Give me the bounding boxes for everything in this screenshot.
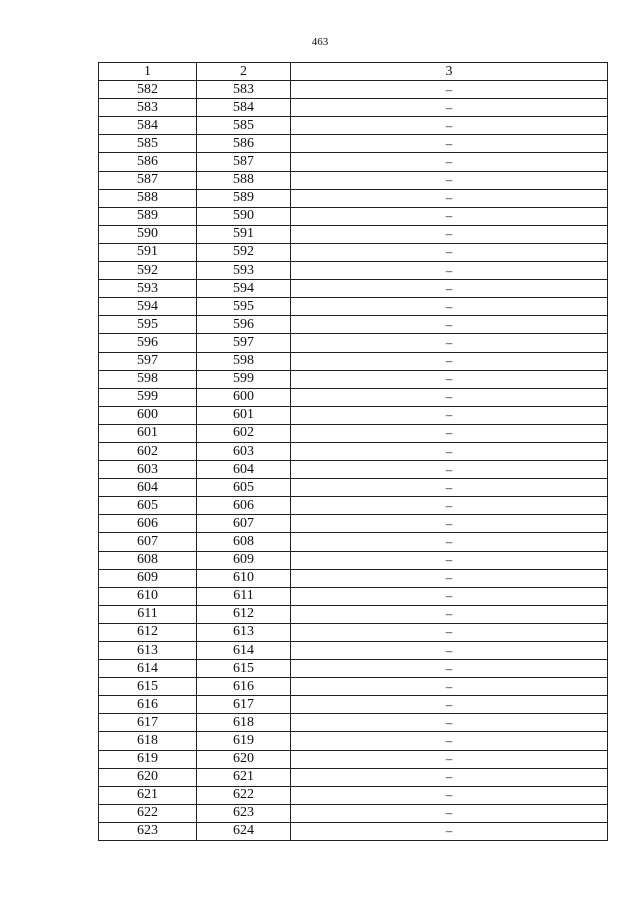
- table-cell-col-1: 601: [99, 424, 197, 442]
- table-cell-col-3: –: [291, 388, 608, 406]
- table-cell-col-2: 583: [197, 81, 291, 99]
- table-cell-col-1: 621: [99, 786, 197, 804]
- table-row: [99, 99, 608, 117]
- table-cell-col-1: 594: [99, 298, 197, 316]
- table-cell-col-1: 590: [99, 225, 197, 243]
- table-cell-col-1: 593: [99, 280, 197, 298]
- table-cell-col-1: 589: [99, 207, 197, 225]
- table-cell-col-2: 587: [197, 153, 291, 171]
- table-cell-col-2: 601: [197, 406, 291, 424]
- table-cell-col-1: 583: [99, 99, 197, 117]
- table-cell-col-3: –: [291, 352, 608, 370]
- table-cell-col-2: 604: [197, 461, 291, 479]
- table-cell-col-2: 597: [197, 334, 291, 352]
- table-cell-col-2: 623: [197, 804, 291, 822]
- table-cell-col-1: 588: [99, 189, 197, 207]
- table-cell-col-3: –: [291, 442, 608, 460]
- table-cell-col-2: 610: [197, 569, 291, 587]
- table-cell-col-2: 617: [197, 696, 291, 714]
- table-row: [99, 822, 608, 840]
- table-cell-col-3: –: [291, 479, 608, 497]
- table-cell-col-1: 606: [99, 515, 197, 533]
- table-cell-col-3: –: [291, 587, 608, 605]
- table-cell-col-2: 598: [197, 352, 291, 370]
- table-cell-col-2: 599: [197, 370, 291, 388]
- table-body: [99, 81, 608, 841]
- table-cell-col-2: 608: [197, 533, 291, 551]
- table-cell-col-3: –: [291, 81, 608, 99]
- table-row: [99, 243, 608, 261]
- table-cell-col-1: 600: [99, 406, 197, 424]
- table-cell-col-2: 607: [197, 515, 291, 533]
- table-cell-col-1: 603: [99, 461, 197, 479]
- table-cell-col-2: 591: [197, 225, 291, 243]
- table-cell-col-2: 603: [197, 442, 291, 460]
- table-cell-col-3: –: [291, 786, 608, 804]
- table-row: [99, 189, 608, 207]
- table-cell-col-2: 588: [197, 171, 291, 189]
- table-row: [99, 623, 608, 641]
- table-cell-col-1: 602: [99, 442, 197, 460]
- table-cell-col-1: 610: [99, 587, 197, 605]
- table-cell-col-3: –: [291, 497, 608, 515]
- table-row: [99, 406, 608, 424]
- table-cell-col-1: 605: [99, 497, 197, 515]
- table-cell-col-3: –: [291, 334, 608, 352]
- table-cell-col-3: –: [291, 243, 608, 261]
- table-cell-col-2: 589: [197, 189, 291, 207]
- table-cell-col-3: –: [291, 461, 608, 479]
- table-row: [99, 515, 608, 533]
- column-header-1: 1: [99, 63, 197, 81]
- table-cell-col-2: 622: [197, 786, 291, 804]
- table-cell-col-2: 615: [197, 660, 291, 678]
- table-cell-col-2: 618: [197, 714, 291, 732]
- table-cell-col-3: –: [291, 99, 608, 117]
- table-row: [99, 696, 608, 714]
- table-cell-col-1: 599: [99, 388, 197, 406]
- table-cell-col-1: 607: [99, 533, 197, 551]
- table-cell-col-2: 584: [197, 99, 291, 117]
- table-cell-col-2: 614: [197, 642, 291, 660]
- data-table: [98, 62, 608, 841]
- table-row: [99, 280, 608, 298]
- table-row: [99, 117, 608, 135]
- table-cell-col-3: –: [291, 370, 608, 388]
- table-cell-col-2: 612: [197, 605, 291, 623]
- table-cell-col-3: –: [291, 225, 608, 243]
- table-cell-col-1: 595: [99, 316, 197, 334]
- table-cell-col-2: 621: [197, 768, 291, 786]
- table-cell-col-2: 593: [197, 262, 291, 280]
- table-cell-col-1: 584: [99, 117, 197, 135]
- table-cell-col-3: –: [291, 207, 608, 225]
- table-row: [99, 642, 608, 660]
- table-cell-col-3: –: [291, 750, 608, 768]
- table-cell-col-1: 591: [99, 243, 197, 261]
- table-cell-col-2: 602: [197, 424, 291, 442]
- table-row: [99, 316, 608, 334]
- table-cell-col-3: –: [291, 804, 608, 822]
- table-cell-col-1: 604: [99, 479, 197, 497]
- table-row: [99, 732, 608, 750]
- table-cell-col-2: 605: [197, 479, 291, 497]
- table-cell-col-3: –: [291, 732, 608, 750]
- table-cell-col-3: –: [291, 406, 608, 424]
- table-cell-col-2: 620: [197, 750, 291, 768]
- table-cell-col-1: 611: [99, 605, 197, 623]
- table-cell-col-3: –: [291, 189, 608, 207]
- table-cell-col-1: 619: [99, 750, 197, 768]
- table-cell-col-1: 618: [99, 732, 197, 750]
- table-cell-col-3: –: [291, 660, 608, 678]
- table-cell-col-3: –: [291, 714, 608, 732]
- table-cell-col-1: 615: [99, 678, 197, 696]
- table-cell-col-1: 596: [99, 334, 197, 352]
- table-row: [99, 461, 608, 479]
- table-cell-col-2: 585: [197, 117, 291, 135]
- table-row: [99, 388, 608, 406]
- table-cell-col-2: 606: [197, 497, 291, 515]
- table-cell-col-3: –: [291, 424, 608, 442]
- table-row: [99, 135, 608, 153]
- table-cell-col-3: –: [291, 768, 608, 786]
- table-cell-col-2: 590: [197, 207, 291, 225]
- table-row: [99, 424, 608, 442]
- table-cell-col-3: –: [291, 153, 608, 171]
- table-cell-col-1: 622: [99, 804, 197, 822]
- table-cell-col-1: 587: [99, 171, 197, 189]
- table-cell-col-3: –: [291, 117, 608, 135]
- table-row: [99, 298, 608, 316]
- column-header-3: 3: [291, 63, 608, 81]
- table-cell-col-2: 616: [197, 678, 291, 696]
- table-cell-col-2: 609: [197, 551, 291, 569]
- table-cell-col-1: 592: [99, 262, 197, 280]
- table-row: [99, 660, 608, 678]
- table-cell-col-3: –: [291, 551, 608, 569]
- table-row: [99, 153, 608, 171]
- table-row: [99, 442, 608, 460]
- table-cell-col-1: 586: [99, 153, 197, 171]
- table-row: [99, 207, 608, 225]
- table-row: [99, 551, 608, 569]
- table-row: [99, 262, 608, 280]
- table-cell-col-3: –: [291, 515, 608, 533]
- table-row: [99, 605, 608, 623]
- table-cell-col-2: 619: [197, 732, 291, 750]
- table-row: [99, 714, 608, 732]
- table-cell-col-3: –: [291, 280, 608, 298]
- table-row: [99, 171, 608, 189]
- table-cell-col-2: 595: [197, 298, 291, 316]
- table-cell-col-2: 594: [197, 280, 291, 298]
- table-cell-col-3: –: [291, 822, 608, 840]
- table-cell-col-1: 609: [99, 569, 197, 587]
- table-cell-col-2: 596: [197, 316, 291, 334]
- table-cell-col-2: 624: [197, 822, 291, 840]
- table-cell-col-3: –: [291, 696, 608, 714]
- table-cell-col-3: –: [291, 135, 608, 153]
- table-cell-col-2: 613: [197, 623, 291, 641]
- table-cell-col-1: 598: [99, 370, 197, 388]
- table-row: [99, 750, 608, 768]
- table-cell-col-1: 617: [99, 714, 197, 732]
- table-row: [99, 678, 608, 696]
- table-cell-col-1: 597: [99, 352, 197, 370]
- table-cell-col-2: 592: [197, 243, 291, 261]
- table-cell-col-3: –: [291, 298, 608, 316]
- table-row: [99, 479, 608, 497]
- table-cell-col-3: –: [291, 533, 608, 551]
- table-cell-col-3: –: [291, 642, 608, 660]
- table-cell-col-1: 614: [99, 660, 197, 678]
- table-cell-col-2: 600: [197, 388, 291, 406]
- table-header-row: [99, 63, 608, 81]
- table-cell-col-1: 623: [99, 822, 197, 840]
- table-cell-col-1: 612: [99, 623, 197, 641]
- table-cell-col-1: 582: [99, 81, 197, 99]
- table-cell-col-3: –: [291, 171, 608, 189]
- table-cell-col-3: –: [291, 605, 608, 623]
- table-cell-col-2: 586: [197, 135, 291, 153]
- table-cell-col-3: –: [291, 262, 608, 280]
- table-row: [99, 533, 608, 551]
- table-row: [99, 225, 608, 243]
- table-cell-col-1: 608: [99, 551, 197, 569]
- table-row: [99, 370, 608, 388]
- table-row: [99, 81, 608, 99]
- page-number: 463: [311, 36, 329, 48]
- table-cell-col-1: 613: [99, 642, 197, 660]
- table-cell-col-3: –: [291, 678, 608, 696]
- table-row: [99, 786, 608, 804]
- table-cell-col-1: 620: [99, 768, 197, 786]
- table-cell-col-1: 616: [99, 696, 197, 714]
- table-row: [99, 352, 608, 370]
- table-row: [99, 569, 608, 587]
- table-row: [99, 587, 608, 605]
- table-cell-col-3: –: [291, 623, 608, 641]
- column-header-2: 2: [197, 63, 291, 81]
- table-cell-col-1: 585: [99, 135, 197, 153]
- table-row: [99, 334, 608, 352]
- table-cell-col-3: –: [291, 316, 608, 334]
- table-row: [99, 804, 608, 822]
- table-cell-col-2: 611: [197, 587, 291, 605]
- table-row: [99, 497, 608, 515]
- table-cell-col-3: –: [291, 569, 608, 587]
- table-row: [99, 768, 608, 786]
